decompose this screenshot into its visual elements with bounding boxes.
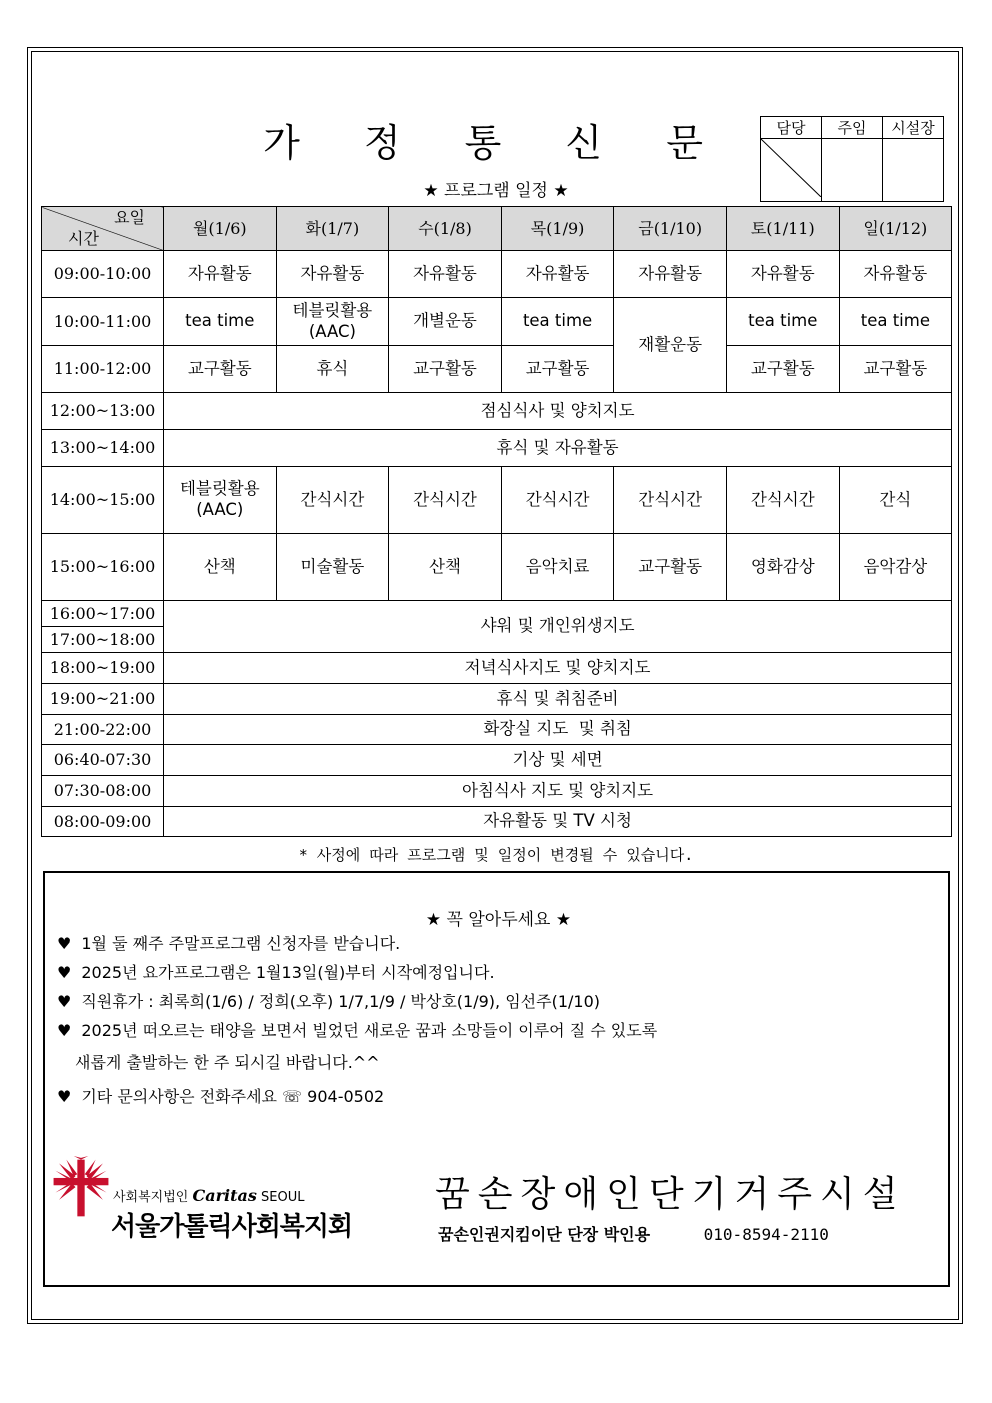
- org-brand-line: [113, 1186, 304, 1205]
- activity-cell: 테블릿활용 (AAC): [164, 467, 277, 534]
- time-cell: 17:00~18:00: [42, 627, 164, 653]
- day-header: 월(1/6): [164, 207, 277, 251]
- day-header: 화(1/7): [276, 207, 389, 251]
- time-cell: 19:00~21:00: [42, 684, 164, 715]
- org-prefix: 사회복지법인: [113, 1190, 189, 1205]
- activity-cell: tea time: [164, 298, 277, 346]
- activity-span-cell: 자유활동 및 TV 시청: [164, 807, 952, 837]
- corner-day-label: 요일: [114, 208, 145, 227]
- activity-cell: 교구활동: [839, 346, 952, 393]
- activity-cell: 산책: [389, 534, 502, 601]
- activity-cell: 음악감상: [839, 534, 952, 601]
- time-cell: 13:00~14:00: [42, 430, 164, 467]
- time-cell: 10:00-11:00: [42, 298, 164, 346]
- facility-name: 꿈손장애인단기거주시설: [435, 1174, 906, 1215]
- time-cell: 14:00~15:00: [42, 467, 164, 534]
- activity-span-cell: 샤워 및 개인위생지도: [164, 601, 952, 653]
- activity-cell: 영화감상: [726, 534, 839, 601]
- activity-cell: 테블릿활용 (AAC): [276, 298, 389, 346]
- activity-cell: 교구활동: [389, 346, 502, 393]
- approval-header-staff: 담당: [761, 117, 822, 139]
- day-header: 목(1/9): [501, 207, 614, 251]
- activity-cell: 교구활동: [164, 346, 277, 393]
- schedule-table: [41, 206, 952, 837]
- notice-item-text: 1월 둘 째주 주말프로그램 신청자를 받습니다.: [81, 934, 401, 953]
- activity-cell: tea time: [726, 298, 839, 346]
- time-cell: 15:00~16:00: [42, 534, 164, 601]
- notice-item: [57, 989, 600, 1012]
- activity-cell: 개별운동: [389, 298, 502, 346]
- heart-icon: ♥: [57, 992, 72, 1011]
- activity-span-cell: 화장실 지도 및 취침: [164, 715, 952, 745]
- document-title: 가 정 통 신 문: [263, 121, 729, 165]
- activity-cell: 간식시간: [501, 467, 614, 534]
- activity-cell: 교구활동: [501, 346, 614, 393]
- time-cell: 08:00-09:00: [42, 807, 164, 837]
- activity-cell: tea time: [839, 298, 952, 346]
- activity-span-cell: 저녁식사지도 및 양치지도: [164, 653, 952, 684]
- notice-title: ★ 꼭 알아두세요 ★: [425, 910, 572, 930]
- activity-cell: 자유활동: [839, 251, 952, 298]
- activity-span-cell: 점심식사 및 양치지도: [164, 393, 952, 430]
- notice-box: [43, 871, 950, 1287]
- heart-icon: ♥: [57, 934, 72, 953]
- activity-cell: tea time: [501, 298, 614, 346]
- activity-cell: 자유활동: [726, 251, 839, 298]
- activity-cell-merged: 재활운동: [614, 298, 727, 393]
- heart-icon: ♥: [57, 1021, 72, 1040]
- activity-cell: 음악치료: [501, 534, 614, 601]
- org-brand: Caritas: [192, 1186, 257, 1205]
- corner-time-label: 시간: [68, 229, 99, 248]
- day-header: 토(1/11): [726, 207, 839, 251]
- notice-item-text: 직원휴가 : 최록희(1/6) / 정희(오후) 1/7,1/9 / 박상호(1/9), 임선주(1/10): [81, 992, 600, 1011]
- activity-cell: 미술활동: [276, 534, 389, 601]
- activity-cell: 자유활동: [276, 251, 389, 298]
- time-cell: 11:00-12:00: [42, 346, 164, 393]
- activity-cell: 간식시간: [389, 467, 502, 534]
- activity-cell: 교구활동: [726, 346, 839, 393]
- schedule-subtitle: ★ 프로그램 일정 ★: [423, 181, 569, 201]
- time-cell: 16:00~17:00: [42, 601, 164, 627]
- heart-icon: ♥: [57, 1087, 72, 1106]
- activity-cell: 자유활동: [614, 251, 727, 298]
- time-cell: 09:00-10:00: [42, 251, 164, 298]
- approval-header-director: 시설장: [883, 117, 944, 139]
- activity-cell: 교구활동: [614, 534, 727, 601]
- notice-item-text: 2025년 떠오르는 태양을 보면서 빌었던 새로운 꿈과 소망들이 이루어 질 수 있도록: [81, 1021, 658, 1040]
- heart-icon: ♥: [57, 963, 72, 982]
- day-header: 일(1/12): [839, 207, 952, 251]
- activity-cell: 자유활동: [389, 251, 502, 298]
- activity-cell: 휴식: [276, 346, 389, 393]
- corner-header: [42, 207, 164, 251]
- notice-item: [57, 1084, 384, 1107]
- notice-item-text: 2025년 요가프로그램은 1월13일(월)부터 시작예정입니다.: [81, 963, 495, 982]
- notice-item: [57, 960, 495, 983]
- notice-item: [57, 1018, 657, 1041]
- contact-name: 꿈손인권지킴이단 단장 박인용: [438, 1225, 651, 1244]
- time-cell: 18:00~19:00: [42, 653, 164, 684]
- time-cell: 07:30-08:00: [42, 776, 164, 807]
- activity-cell: 간식: [839, 467, 952, 534]
- schedule-change-note: * 사정에 따라 프로그램 및 일정이 변경될 수 있습니다.: [298, 846, 694, 864]
- time-cell: 12:00~13:00: [42, 393, 164, 430]
- notice-item-text: 기타 문의사항은 전화주세요 ☏ 904-0502: [81, 1087, 385, 1106]
- activity-cell: 자유활동: [501, 251, 614, 298]
- activity-span-cell: 아침식사 지도 및 양치지도: [164, 776, 952, 807]
- activity-cell: 간식시간: [614, 467, 727, 534]
- activity-span-cell: 휴식 및 자유활동: [164, 430, 952, 467]
- activity-cell: 자유활동: [164, 251, 277, 298]
- approval-header-chief: 주임: [822, 117, 883, 139]
- activity-cell: 산책: [164, 534, 277, 601]
- notice-item: [57, 931, 400, 954]
- activity-cell: 간식시간: [726, 467, 839, 534]
- notice-item-continuation: 새롭게 출발하는 한 주 되시길 바랍니다.^^: [75, 1053, 380, 1072]
- day-header: 금(1/10): [614, 207, 727, 251]
- caritas-logo-icon: [53, 1156, 109, 1220]
- activity-span-cell: 기상 및 세면: [164, 745, 952, 776]
- time-cell: 06:40-07:30: [42, 745, 164, 776]
- contact-line: [438, 1222, 829, 1245]
- org-city: SEOUL: [261, 1190, 305, 1205]
- org-name: 서울가톨릭사회복지회: [111, 1212, 353, 1242]
- time-cell: 21:00-22:00: [42, 715, 164, 745]
- contact-phone: 010-8594-2110: [703, 1225, 829, 1244]
- activity-span-cell: 휴식 및 취침준비: [164, 684, 952, 715]
- day-header: 수(1/8): [389, 207, 502, 251]
- activity-cell: 간식시간: [276, 467, 389, 534]
